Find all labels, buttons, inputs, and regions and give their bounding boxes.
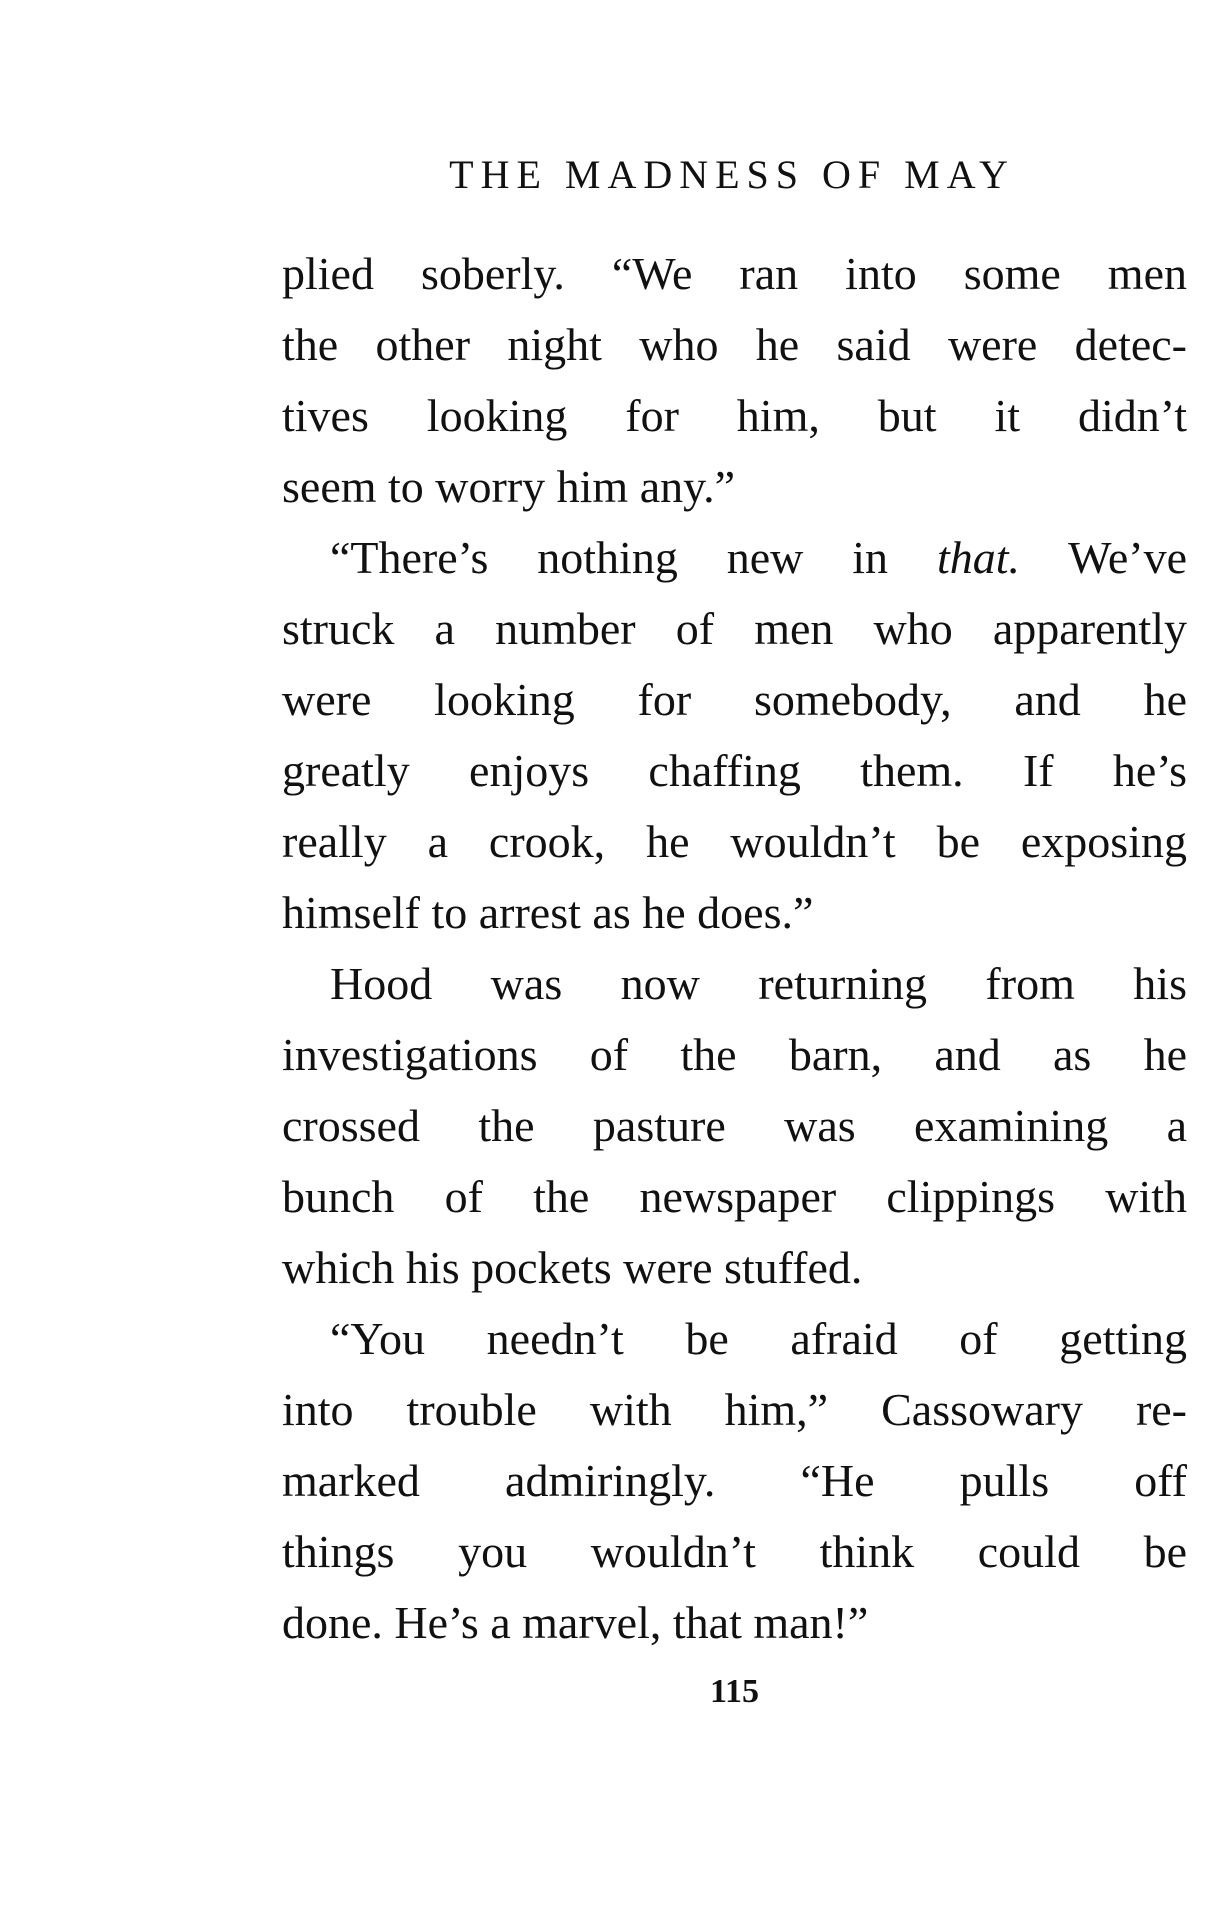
text-line: done. He’s a marvel, that man!” <box>282 1597 869 1648</box>
text-line: into trouble with him,” Cassowary re- <box>282 1384 1187 1435</box>
text-line: were looking for somebody, and he <box>282 674 1187 725</box>
text-line-with-emphasis <box>282 522 1187 593</box>
text-segment: “There’s nothing new in <box>330 532 937 583</box>
text-line: really a crook, he wouldn’t be exposing <box>282 816 1187 867</box>
body-text <box>282 238 1187 1658</box>
text-line: which his pockets were stuffed. <box>282 1242 863 1293</box>
text-line: crossed the pasture was examining a <box>282 1100 1187 1151</box>
text-line: the other night who he said were detec- <box>282 319 1187 370</box>
running-title: THE MADNESS OF MAY <box>449 152 1015 197</box>
text-line: things you wouldn’t think could be <box>282 1526 1187 1577</box>
page-number: 115 <box>709 1673 760 1710</box>
text-line: tives looking for him, but it didn’t <box>282 390 1187 441</box>
text-line: himself to arrest as he does.” <box>282 887 814 938</box>
text-line: “You needn’t be afraid of getting <box>330 1313 1187 1364</box>
text-line: seem to worry him any.” <box>282 461 736 512</box>
text-line: Hood was now returning from his <box>330 958 1187 1009</box>
emphasized-word: that. <box>936 532 1021 583</box>
text-line: greatly enjoys chaffing them. If he’s <box>282 745 1187 796</box>
text-line: investigations of the barn, and as he <box>282 1029 1187 1080</box>
text-line: struck a number of men who apparently <box>282 603 1187 654</box>
text-line: plied soberly. “We ran into some men <box>282 248 1187 299</box>
text-line: marked admiringly. “He pulls off <box>282 1455 1187 1506</box>
text-segment: We’ve <box>1020 532 1187 583</box>
text-line: bunch of the newspaper clippings with <box>282 1171 1187 1222</box>
